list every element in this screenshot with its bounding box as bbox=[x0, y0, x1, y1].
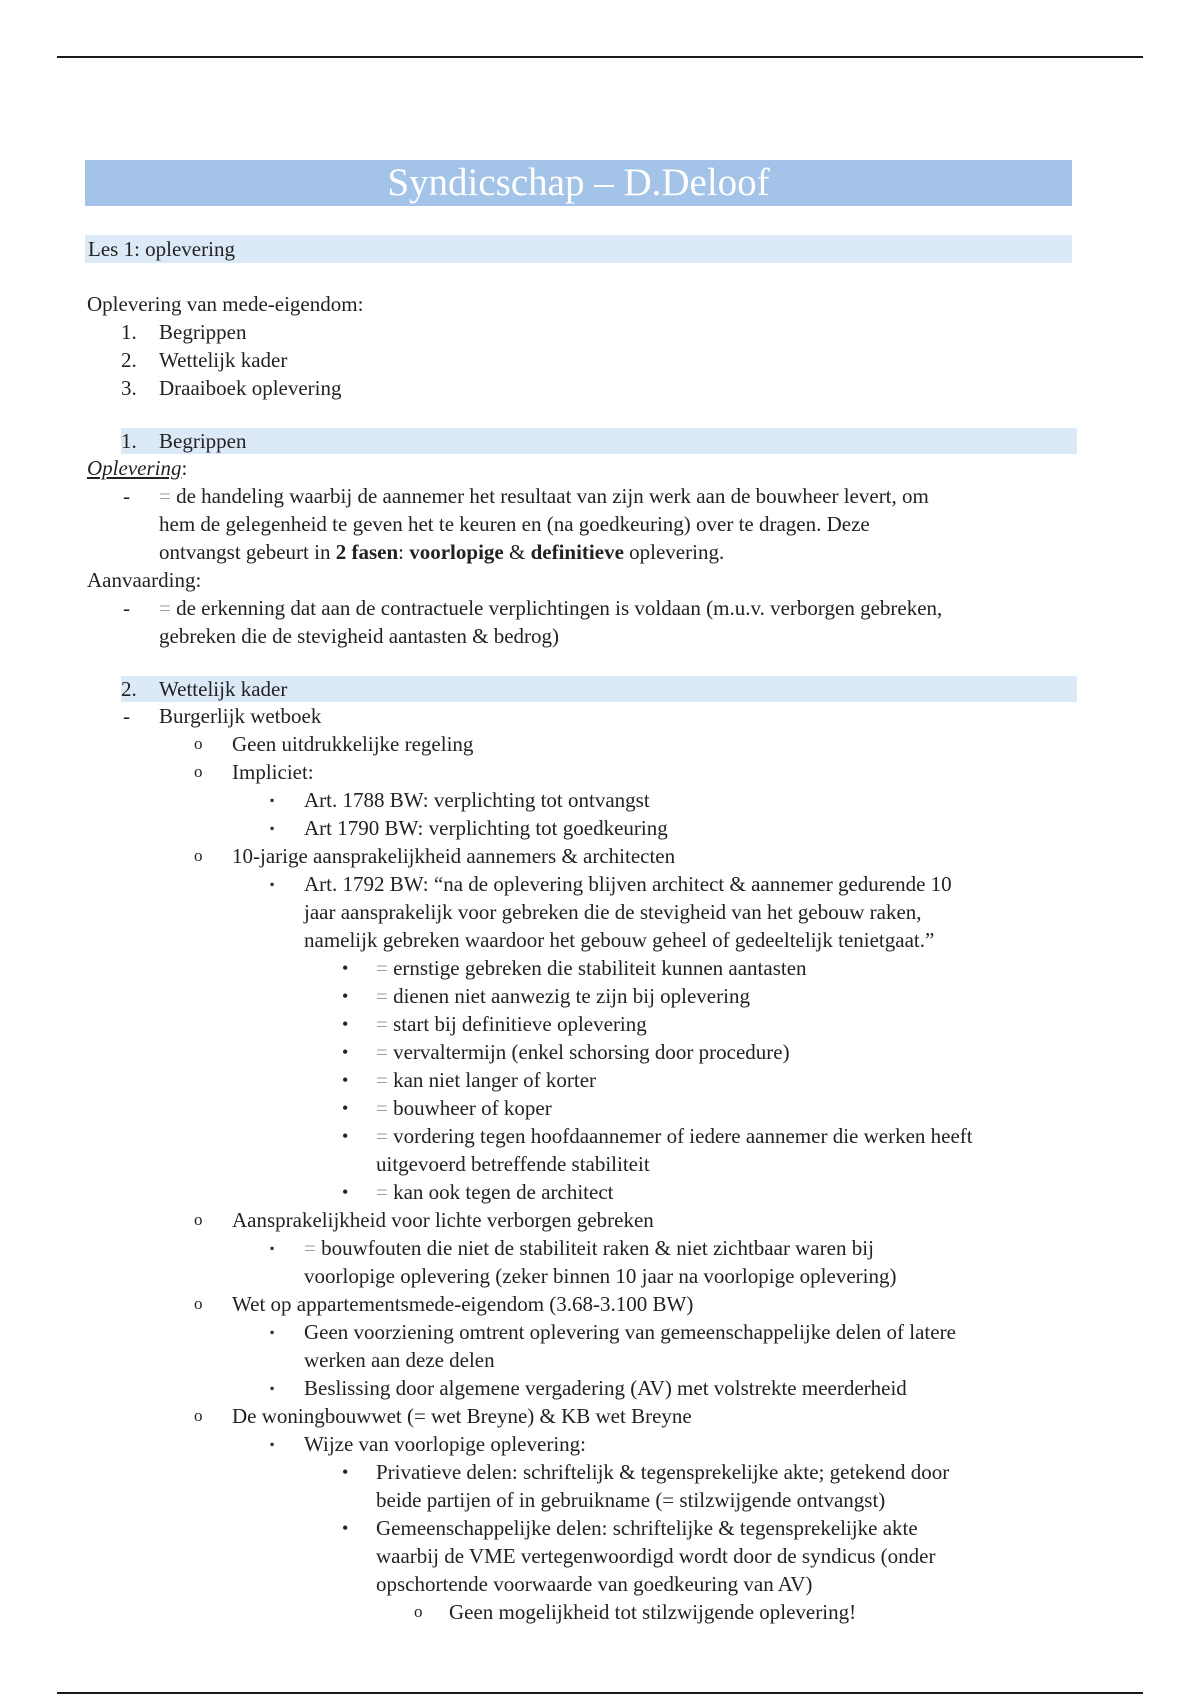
list-item: 3. Draaiboek oplevering bbox=[121, 376, 342, 400]
section-heading-wettelijk-kader: 2. Wettelijk kader bbox=[121, 676, 1077, 702]
list-item: ▪ Beslissing door algemene vergadering (AV) met volstrekte meerderheid bbox=[270, 1376, 907, 1400]
list-item: • Gemeenschappelijke delen: schriftelijke & tegensprekelijke akte bbox=[342, 1516, 918, 1540]
list-item: ▪ Art. 1792 BW: “na de oplevering blijven architect & aannemer gedurende 10 bbox=[270, 872, 952, 896]
lesson-header: Les 1: oplevering bbox=[85, 235, 1072, 263]
list-item: • = start bij definitieve oplevering bbox=[342, 1012, 647, 1036]
bottom-rule bbox=[57, 1692, 1143, 1694]
list-item: o De woningbouwwet (= wet Breyne) & KB wet Breyne bbox=[194, 1404, 692, 1428]
document-body: Oplevering van mede-eigendom: 1. Begrippen 2. Wettelijk kader 3. Draaiboek oplevering 1. Begrippen Oplevering: - = de handeling waarbij de aannemer het resultaat van zijn werk aan de bouwheer levert, om hem de gelegenheid te geven het te keuren en (na goedkeuring) over te dragen. Deze ontvangst gebeurt in 2 fasen: voorlopige & definitieve oplevering. Aanvaarding: - = de erkenning dat aan de contractuele verplichtingen is voldaan (m.u.v. verborgen gebreken, gebreken die de stevigheid aantasten & bedrog) 2. Wettelijk kader - Burgerlijk wetboek o Geen uitdrukkelijke regeling o Impliciet: ▪ Art. 1788 BW: verplichting tot ontvangst ▪ Art 1790 BW: verplichting tot goedkeuring o 10-jarige aansprakelijkheid aannemers & architecten ▪ Art. 1792 BW: “na de oplevering blijven architect & aannemer gedurende 10 jaar aansprakelijk voor gebreken die de stevigheid van het gebouw raken, namelijk gebreken waardoor het gebouw geheel of gedeeltelijk tenietgaat.” • = ernstige gebreken die stabiliteit kunnen aantasten • = dienen niet aanwezig te zijn bij oplevering • = start bij definitieve oplevering • = vervaltermijn (enkel schorsing door procedure) • = kan niet langer of korter • = bouwheer of koper • = vordering tegen hoofdaannemer of iedere aannemer die werken heeft uitgevoerd betreffende stabiliteit • = kan ook tegen de architect o Aansprakelijkheid voor lichte verborgen gebreken ▪ = bouwfouten die niet de stabiliteit raken & niet zichtbaar waren bij voorlopige oplevering (zeker binnen 10 jaar na voorlopige oplevering) o Wet op appartementsmede-eigendom (3.68-3.100 BW) ▪ Geen voorziening omtrent oplevering van gemeenschappelijke delen of latere werken aan deze delen ▪ Beslissing door algemene vergadering (AV) met volstrekte meerderheid o De woningbouwwet (= wet Breyne) & KB wet Breyne ▪ Wijze van voorlopige oplevering: • Privatieve delen: schriftelijk & tegensprekelijke akte; getekend door beide partijen of in gebruikname (= stilzwijgende ontvangst) • Gemeenschappelijke delen: schriftelijke & tegensprekelijke akte waarbij de VME vertegenwoordigd wordt door de syndicus (onder opschortende voorwaarde van goedkeuring van AV) o Geen mogelijkheid tot stilzwijgende oplevering! bbox=[87, 290, 1077, 1626]
list-item: o Impliciet: bbox=[194, 760, 314, 784]
definition-aanvaarding: - = de erkenning dat aan de contractuele verplichtingen is voldaan (m.u.v. verborgen gebreken, bbox=[123, 596, 943, 620]
list-item: • = vordering tegen hoofdaannemer of iedere aannemer die werken heeft bbox=[342, 1124, 973, 1148]
list-item: • = vervaltermijn (enkel schorsing door procedure) bbox=[342, 1040, 790, 1064]
list-item: o Wet op appartementsmede-eigendom (3.68-3.100 BW) bbox=[194, 1292, 694, 1316]
list-item: ▪ = bouwfouten die niet de stabiliteit raken & niet zichtbaar waren bij bbox=[270, 1236, 874, 1260]
document-title: Syndicschap – D.Deloof bbox=[85, 160, 1072, 206]
section-heading-begrippen: 1. Begrippen bbox=[121, 428, 1077, 454]
definition-oplevering: - = de handeling waarbij de aannemer het resultaat van zijn werk aan de bouwheer levert, om bbox=[123, 484, 929, 508]
list-item: o Aansprakelijkheid voor lichte verborgen gebreken bbox=[194, 1208, 654, 1232]
term-oplevering: Oplevering: bbox=[87, 456, 188, 480]
list-item: 1. Begrippen bbox=[121, 320, 247, 344]
list-item: • = dienen niet aanwezig te zijn bij oplevering bbox=[342, 984, 750, 1008]
list-item: ▪ Wijze van voorlopige oplevering: bbox=[270, 1432, 586, 1456]
top-rule bbox=[57, 56, 1143, 58]
list-item: • Privatieve delen: schriftelijk & tegensprekelijke akte; getekend door bbox=[342, 1460, 950, 1484]
list-item: ▪ Art. 1788 BW: verplichting tot ontvangst bbox=[270, 788, 650, 812]
list-item: • = kan niet langer of korter bbox=[342, 1068, 597, 1092]
list-item: • = bouwheer of koper bbox=[342, 1096, 552, 1120]
list-item: ▪ Geen voorziening omtrent oplevering van gemeenschappelijke delen of latere bbox=[270, 1320, 956, 1344]
list-item: - Burgerlijk wetboek bbox=[123, 704, 322, 728]
list-item: o Geen uitdrukkelijke regeling bbox=[194, 732, 474, 756]
list-item: 2. Wettelijk kader bbox=[121, 348, 288, 372]
list-item: o Geen mogelijkheid tot stilzwijgende oplevering! bbox=[414, 1600, 857, 1624]
intro-heading: Oplevering van mede-eigendom: bbox=[87, 292, 364, 316]
list-item: • = ernstige gebreken die stabiliteit kunnen aantasten bbox=[342, 956, 807, 980]
list-item: o 10-jarige aansprakelijkheid aannemers & architecten bbox=[194, 844, 676, 868]
list-item: ▪ Art 1790 BW: verplichting tot goedkeuring bbox=[270, 816, 668, 840]
list-item: • = kan ook tegen de architect bbox=[342, 1180, 614, 1204]
term-aanvaarding: Aanvaarding: bbox=[87, 568, 202, 592]
